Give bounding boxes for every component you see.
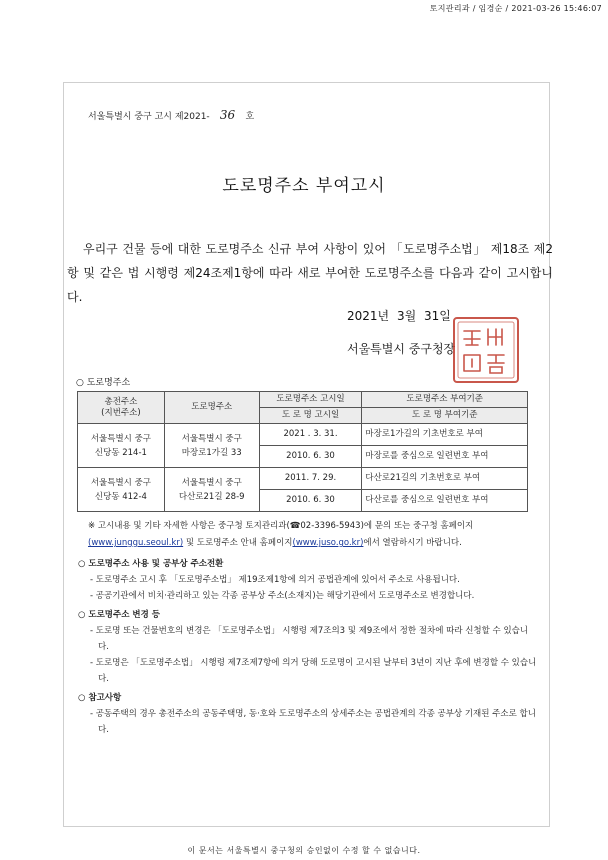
list-item: - 도로명 또는 건물번호의 변경은 「도로명주소법」 시행령 제7조의3 및 제9조에서 정한 절차에 따라 신청할 수 있습니다. — [90, 626, 529, 652]
guidance-sections — [78, 556, 538, 738]
note-text: ※ 고시내용 및 기타 자세한 사항은 중구청 토지관리과(☎02-3396-5943)에 문의 또는 중구청 홈페이지 — [88, 521, 474, 531]
table-row — [78, 468, 528, 490]
notice-number-handwritten: 36 — [219, 108, 236, 122]
table-cell-basis: 다산로21길의 기초번호로 부여 — [362, 468, 528, 490]
notice-date: 2021년 3월 31일 — [347, 309, 451, 323]
table-cell-road-basis: 마장로를 중심으로 일련번호 부여 — [362, 446, 528, 468]
table-cell-notice-date: 2011. 7. 29. — [259, 468, 362, 490]
juso-link[interactable]: (www.juso.go.kr) — [292, 538, 364, 548]
table-cell-road-basis: 다산로를 중심으로 일련번호 부여 — [362, 490, 528, 512]
notice-body: 우리구 건물 등에 대한 도로명주소 신규 부여 사항이 있어 「도로명주소법」 제18조 제2항 및 같은 법 시행령 제24조제1항에 따라 새로 부여한 도로명주소를 다음과 같이 고시합니다. — [67, 242, 553, 304]
footer-notice: 이 문서는 서울특별시 중구청의 승인없이 수정 할 수 없습니다. — [187, 846, 421, 855]
table-header-notice-date: 도로명주소 고시일 — [259, 392, 362, 408]
section-heading: ○ 참고사항 — [78, 693, 122, 703]
notice-prefix: 서울특별시 중구 고시 제2021- — [88, 112, 210, 122]
table-cell-address: 서울특별시 중구 신당동 214-1 — [78, 424, 165, 468]
inquiry-note — [88, 518, 533, 552]
table-cell-road-date: 2010. 6. 30 — [259, 446, 362, 468]
table-cell-notice-date: 2021 . 3. 31. — [259, 424, 362, 446]
table-header-road: 도로명주소 — [164, 392, 259, 424]
section-road-address-heading: ○ 도로명주소 — [76, 378, 131, 388]
issuer-name: 서울특별시 중구청장 — [347, 342, 456, 356]
document-title: 도로명주소 부여고시 — [222, 176, 386, 196]
note-mid-text: 및 도로명주소 안내 홈페이지 — [183, 538, 293, 548]
list-item: - 공동주택의 경우 총전주소의 공동주택명, 동·호와 도로명주소의 상세주소는 공법관계의 각종 공부상 기재된 주소로 합니다. — [90, 709, 536, 735]
note-end-text: 에서 열람하시기 바랍니다. — [363, 538, 462, 548]
table-cell-address: 서울특별시 중구 신당동 412-4 — [78, 468, 165, 512]
list-item: - 공공기관에서 비치·관리하고 있는 각종 공부상 주소(소재지)는 해당기관에서 도로명주소로 변경합니다. — [90, 591, 475, 601]
table-cell-road: 서울특별시 중구 다산로21길 28-9 — [164, 468, 259, 512]
notice-number — [88, 108, 254, 122]
print-header: 토지관리과 / 임경순 / 2021-03-26 15:46:07 — [429, 4, 602, 13]
list-item: - 도로명주소 고시 후 「도로명주소법」 제19조제1항에 의거 공법관계에 있어서 주소로 사용됩니다. — [90, 575, 460, 585]
table-cell-road: 서울특별시 중구 마장로1가길 33 — [164, 424, 259, 468]
table-cell-basis: 마장로1가길의 기초번호로 부여 — [362, 424, 528, 446]
road-address-table — [77, 391, 528, 512]
table-row — [78, 424, 528, 446]
notice-suffix: 호 — [245, 112, 255, 122]
section-heading: ○ 도로명주소 사용 및 공부상 주소전환 — [78, 559, 224, 569]
section-heading: ○ 도로명주소 변경 등 — [78, 610, 160, 620]
table-header-basis: 도로명주소 부여기준 — [362, 392, 528, 408]
official-seal-stamp — [450, 315, 522, 385]
table-subheader-road-basis: 도 로 명 부여기준 — [362, 408, 528, 424]
table-header-address: 총전주소 (지번주소) — [78, 392, 165, 424]
homepage-link[interactable]: (www.junggu.seoul.kr) — [88, 538, 184, 548]
table-cell-road-date: 2010. 6. 30 — [259, 490, 362, 512]
list-item: - 도로명은 「도로명주소법」 시행령 제7조제7항에 의거 당해 도로명이 고시된 날부터 3년이 지난 후에 변경할 수 있습니다. — [90, 658, 537, 684]
table-subheader-road-date: 도 로 명 고시일 — [259, 408, 362, 424]
